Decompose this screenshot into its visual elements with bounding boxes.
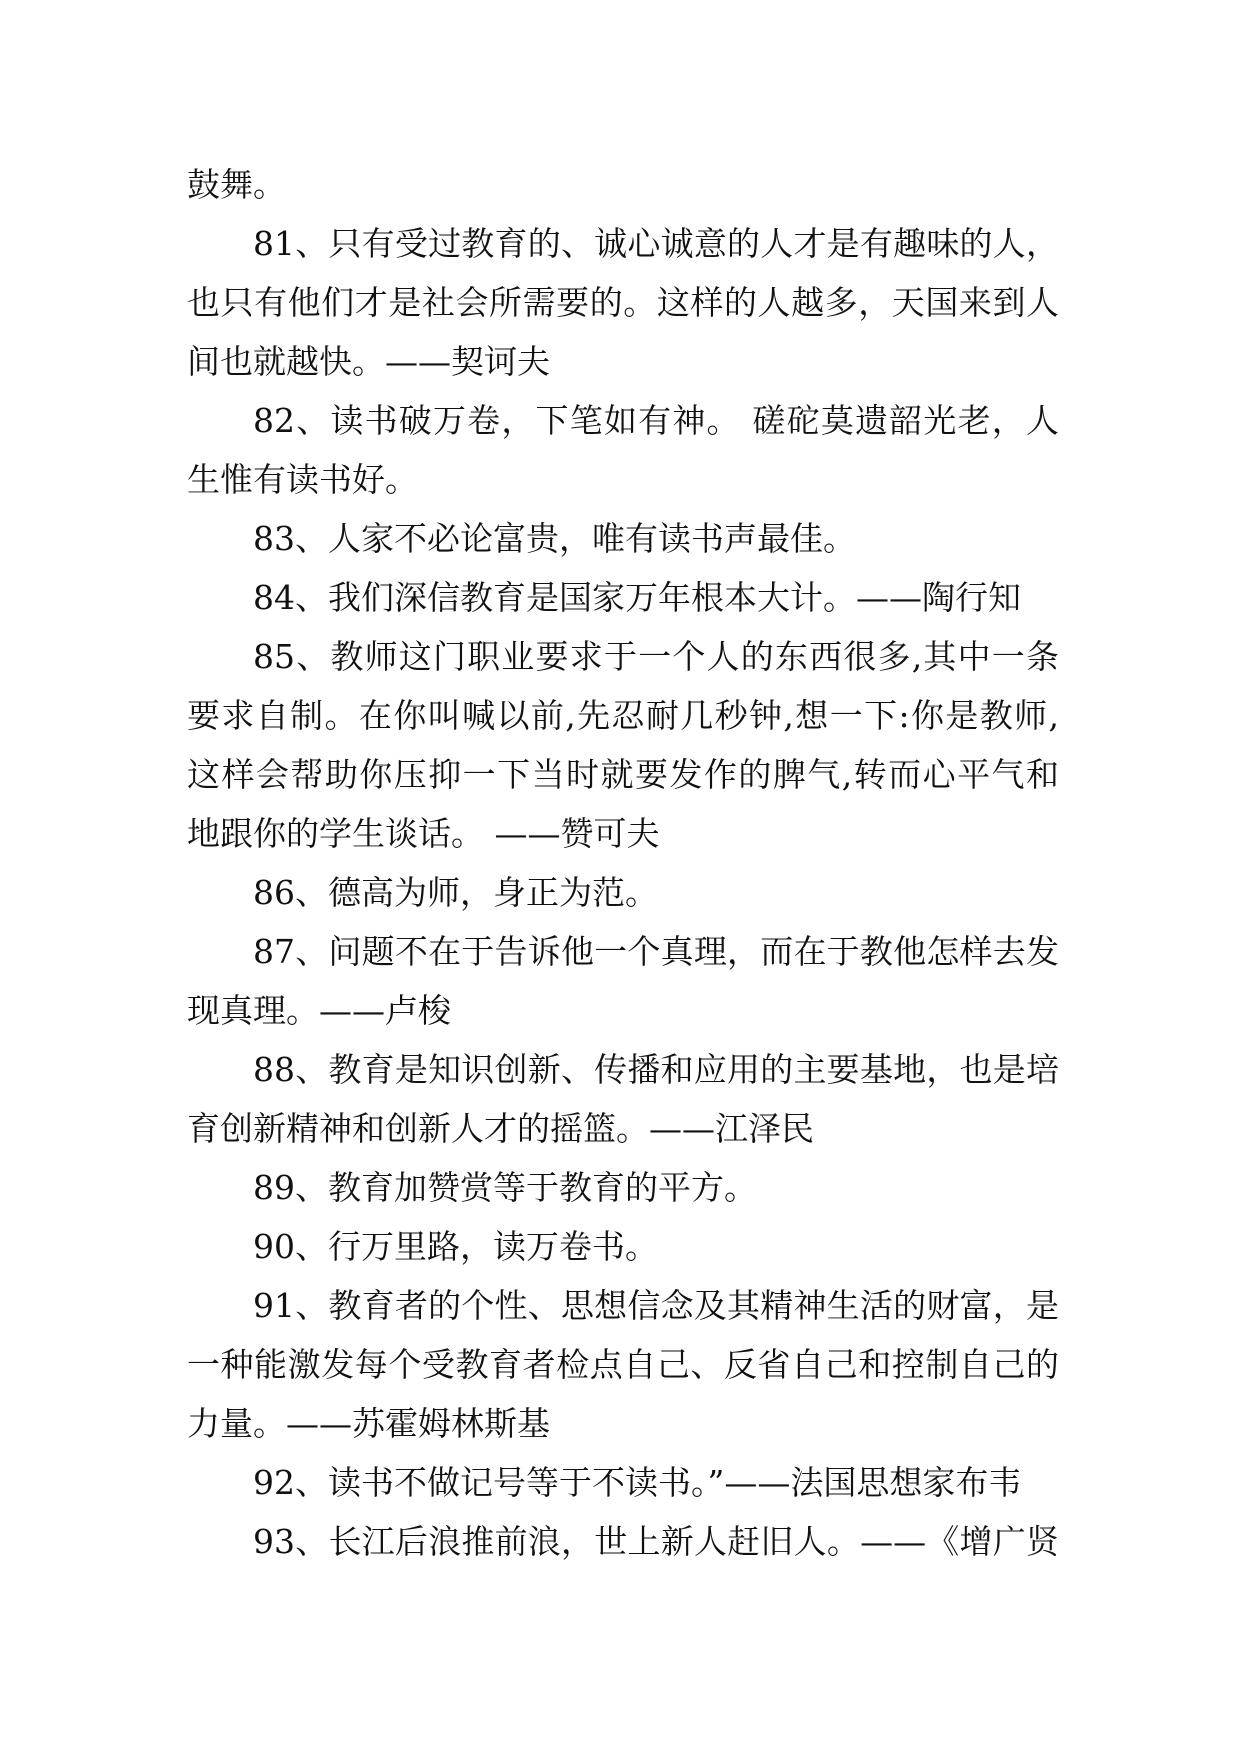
continued-paragraph — [187, 155, 1059, 214]
quote-82 — [187, 391, 1059, 509]
text-line: 88、教育是知识创新、传播和应用的主要基地，也是培 — [253, 1050, 1059, 1089]
text-line: 要求自制。在你叫喊以前,先忍耐几秒钟,想一下:你是教师, — [187, 696, 1059, 735]
text-line: 89、教育加赞赏等于教育的平方。 — [253, 1168, 757, 1207]
text-line: 也只有他们才是社会所需要的。这样的人越多，天国来到人 — [187, 283, 1059, 322]
text-line: 一种能激发每个受教育者检点自己、反省自己和控制自己的 — [187, 1345, 1059, 1384]
quote-93 — [187, 1512, 1059, 1571]
quote-81 — [187, 214, 1059, 391]
text-line: 85、教师这门职业要求于一个人的东西很多,其中一条 — [253, 637, 1059, 676]
text-line: 92、读书不做记号等于不读书。”——法国思想家布韦 — [253, 1463, 1022, 1502]
text-line: 83、人家不必论富贵，唯有读书声最佳。 — [253, 519, 856, 558]
text-line: 86、德高为师，身正为范。 — [253, 873, 658, 912]
quote-84 — [187, 568, 1059, 627]
text-line: 力量。——苏霍姆林斯基 — [187, 1404, 550, 1443]
quote-88 — [187, 1040, 1059, 1158]
text-line: 鼓舞。 — [187, 165, 286, 204]
text-line: 这样会帮助你压抑一下当时就要发作的脾气,转而心平气和 — [187, 755, 1059, 794]
quote-89 — [187, 1158, 1059, 1217]
text-line: 90、行万里路，读万卷书。 — [253, 1227, 658, 1266]
text-line: 育创新精神和创新人才的摇篮。——江泽民 — [187, 1109, 814, 1148]
quote-87 — [187, 922, 1059, 1040]
quote-83 — [187, 509, 1059, 568]
quote-92 — [187, 1453, 1059, 1512]
text-line: 现真理。——卢梭 — [187, 991, 451, 1030]
document-body — [187, 155, 1059, 1571]
text-line: 87、问题不在于告诉他一个真理，而在于教他怎样去发 — [253, 932, 1059, 971]
text-line: 91、教育者的个性、思想信念及其精神生活的财富，是 — [253, 1286, 1059, 1325]
quote-86 — [187, 863, 1059, 922]
text-line: 84、我们深信教育是国家万年根本大计。——陶行知 — [253, 578, 1021, 617]
text-line: 82、读书破万卷，下笔如有神。 磋砣莫遗韶光老，人 — [253, 401, 1059, 440]
text-line: 93、长江后浪推前浪，世上新人赶旧人。——《增广贤 — [253, 1522, 1059, 1561]
quote-85 — [187, 627, 1059, 863]
quote-91 — [187, 1276, 1059, 1453]
text-line: 81、只有受过教育的、诚心诚意的人才是有趣味的人， — [253, 224, 1059, 263]
text-line: 间也就越快。——契诃夫 — [187, 342, 550, 381]
quote-90 — [187, 1217, 1059, 1276]
text-line: 地跟你的学生谈话。 ——赞可夫 — [187, 814, 660, 853]
text-line: 生惟有读书好。 — [187, 460, 418, 499]
